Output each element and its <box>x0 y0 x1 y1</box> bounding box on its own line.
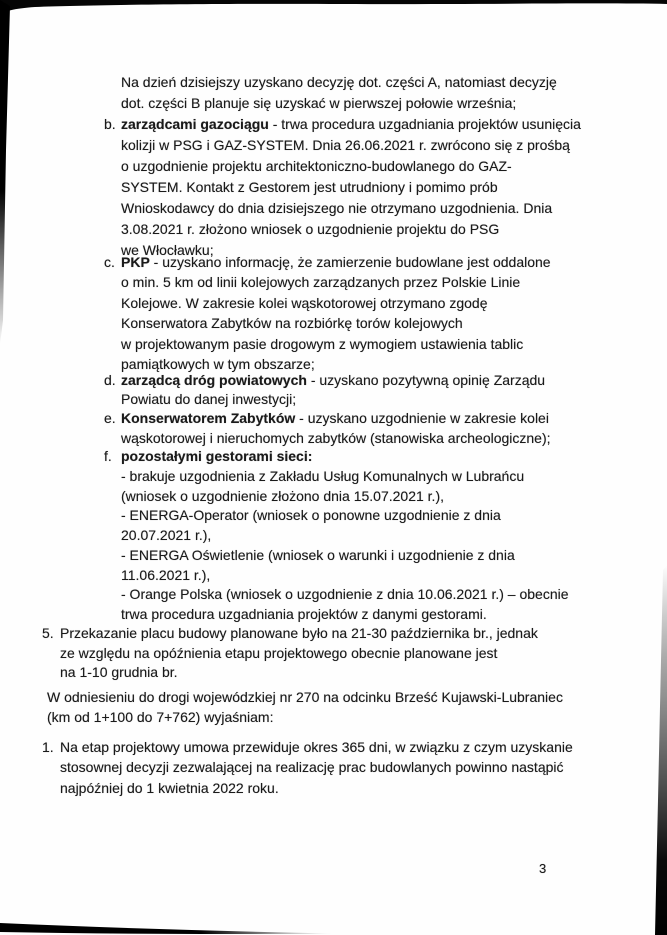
text-line: Na dzień dzisiejszy uzyskano decyzję dot. części A, natomiast decyzję <box>121 74 557 90</box>
text-line: (wniosek o uzgodnienie złożono dnia 15.07.2021 r.), <box>121 487 444 504</box>
list-item-5 <box>42 624 538 683</box>
list-item-e-lines <box>121 428 551 448</box>
text-line: dot. części B planuje się uzyskać w pierwszej połowie września; <box>121 95 517 111</box>
list-item-f-text <box>121 447 569 625</box>
list-item-b <box>104 114 581 261</box>
list-item-c-text <box>121 252 551 374</box>
text-line: Konserwatora Zabytków na rozbiórkę torów kolejowych <box>121 315 463 332</box>
list-item-e-lead-rest: - uzyskano uzgodnienie w zakresie kolei <box>295 410 549 426</box>
text-line: Wnioskodawcy do dnia dzisiejszego nie otrzymano uzgodnienia. Dnia <box>121 200 553 216</box>
text-line: - ENERGA Oświetlenie (wniosek o warunki i uzgodnienie z dnia <box>121 546 515 563</box>
text-line: stosownej decyzji zezwalającej na realizację prac budowlanych powinno nastąpić <box>60 759 564 776</box>
list-item-b-lead-rest: - trwa procedura uzgadniania projektów usunięcia <box>268 116 581 132</box>
list-item-b-label: b. <box>104 116 116 132</box>
text-line: Powiatu do danej inwestycji; <box>121 391 297 407</box>
list-item-1-label: 1. <box>42 739 54 755</box>
text-line: - Orange Polska (wniosek o uzgodnienie z dnia 10.06.2021 r.) – obecnie <box>121 586 569 603</box>
text-line: (km od 1+100 do 7+762) wyjaśniam: <box>47 709 274 726</box>
text-line: - ENERGA-Operator (wniosek o ponowne uzgodnienie z dnia <box>121 507 501 524</box>
list-item-e-label: e. <box>104 410 116 426</box>
list-item-c-lead: PKP <box>121 254 150 270</box>
text-line <box>121 447 569 467</box>
list-item-e <box>104 408 551 449</box>
text-line: Kolejowe. W zakresie kolei wąskotorowej otrzymano zgodę <box>121 294 488 311</box>
list-item-f <box>104 447 569 625</box>
text-line: we Włocławku; <box>121 242 214 258</box>
text-line: pamiątkowych w tym obszarze; <box>121 356 315 373</box>
list-item-5-label: 5. <box>42 625 54 641</box>
text-line: W odniesieniu do drogi wojewódzkiej nr 270 na odcinku Brześć Kujawski-Lubraniec <box>47 689 563 705</box>
text-line: ze względu na opóźnienia etapu projektowego obecnie planowane jest <box>60 644 498 661</box>
text-line: 20.07.2021 r.), <box>121 527 212 543</box>
list-item-c <box>104 252 551 374</box>
list-item-b-lines <box>121 135 581 261</box>
list-item-d-lines <box>121 390 545 409</box>
list-item-d <box>104 371 545 409</box>
text-line: wąskotorowej i nieruchomych zabytków (stanowiska archeologiczne); <box>121 430 551 447</box>
text-line <box>121 408 551 428</box>
list-item-c-label: c. <box>104 254 115 270</box>
text-line: na 1-10 grudnia br. <box>60 664 178 680</box>
text-line: w projektowanym pasie drogowym z wymogiem ustawienia tablic <box>121 335 524 352</box>
text-line: najpóźniej do 1 kwietnia 2022 roku. <box>60 779 279 796</box>
list-item-c-lead-rest: - uzyskano informację, że zamierzenie budowlane jest oddalone <box>149 254 551 270</box>
list-item-1 <box>42 737 573 798</box>
list-item-d-lead: zarządcą dróg powiatowych <box>121 372 307 388</box>
list-item-e-text <box>121 408 551 449</box>
text-line: 11.06.2021 r.), <box>121 566 211 583</box>
list-item-c-lines <box>121 272 551 374</box>
list-item-f-label: f. <box>104 448 112 464</box>
list-item-e-lead: Konserwatorem Zabytków <box>121 410 296 426</box>
list-item-d-label: d. <box>104 372 116 388</box>
list-item-f-lines <box>121 467 569 625</box>
text-line: SYSTEM. Kontakt z Gestorem jest utrudniony i pomimo prób <box>121 179 498 195</box>
list-item-d-lead-rest: - uzyskano pozytywną opinię Zarządu <box>306 372 546 388</box>
text-line <box>121 252 551 272</box>
list-item-5-lines <box>60 624 538 683</box>
text-line: - brakuje uzgodnienia z Zakładu Usług Komunalnych w Lubrańcu <box>121 467 525 484</box>
text-line: o uzgodnienie projektu architektoniczno-budowlanego do GAZ- <box>121 158 512 174</box>
list-item-b-text <box>121 114 581 261</box>
text-line: o min. 5 km od linii kolejowych zarządzanych przez Polskie Linie <box>121 274 521 291</box>
text-line <box>121 371 545 390</box>
paragraph-part-a <box>121 72 557 114</box>
text-line: 3.08.2021 r. złożono wniosek o uzgodnienie projektu do PSG <box>121 221 500 237</box>
paragraph-w-odniesieniu <box>47 687 563 728</box>
text-line: Na etap projektowy umowa przewiduje okres 365 dni, w związku z czym uzyskanie <box>60 739 573 755</box>
page-number: 3 <box>539 861 547 876</box>
text-line: Przekazanie placu budowy planowane było na 21-30 października br., jednak <box>60 625 538 641</box>
text-line <box>121 114 581 135</box>
list-item-d-text <box>121 371 545 409</box>
text-line: trwa procedura uzgadniania projektów z danymi gestorami. <box>121 606 487 622</box>
list-item-f-lead: pozostałymi gestorami sieci: <box>121 448 313 464</box>
list-item-b-lead: zarządcami gazociągu <box>121 116 269 132</box>
text-line: kolizji w PSG i GAZ-SYSTEM. Dnia 26.06.2021 r. zwrócono się z prośbą <box>121 137 570 153</box>
list-item-1-lines <box>60 737 573 798</box>
